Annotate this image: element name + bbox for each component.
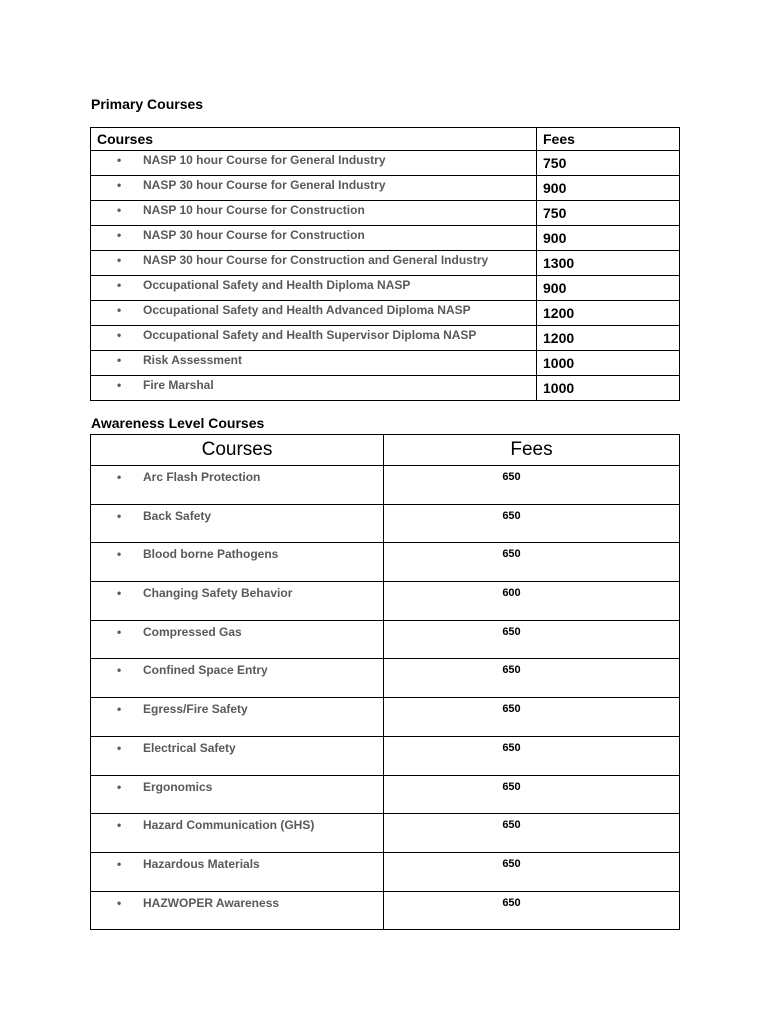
course-name: HAZWOPER Awareness xyxy=(143,895,280,910)
course-name: Risk Assessment xyxy=(143,353,242,367)
course-name-cell xyxy=(91,659,384,698)
table-row xyxy=(91,201,680,226)
course-name: Egress/Fire Safety xyxy=(143,702,248,717)
course-name: Changing Safety Behavior xyxy=(143,586,293,601)
course-name: NASP 10 hour Course for General Industry xyxy=(143,153,386,167)
bullet-icon: • xyxy=(117,328,122,342)
course-fee: 1000 xyxy=(537,351,680,376)
fees-column-header: Fees xyxy=(537,128,680,151)
course-name-cell xyxy=(91,698,384,737)
bullet-icon: • xyxy=(117,178,122,192)
awareness-courses-title: Awareness Level Courses xyxy=(91,415,265,431)
course-name-cell xyxy=(91,301,537,326)
course-name-cell xyxy=(91,326,537,351)
course-name-cell xyxy=(91,736,384,775)
bullet-icon: • xyxy=(117,278,122,292)
course-name: Ergonomics xyxy=(143,779,213,794)
table-row xyxy=(91,775,680,814)
course-name: Electrical Safety xyxy=(143,740,236,755)
bullet-icon: • xyxy=(117,153,122,167)
table-header-row xyxy=(91,435,680,466)
course-name-cell xyxy=(91,151,537,176)
course-name: Occupational Safety and Health Advanced Diploma NASP xyxy=(143,303,471,317)
course-name-cell xyxy=(91,504,384,543)
course-fee: 1300 xyxy=(537,251,680,276)
course-name: Back Safety xyxy=(143,508,212,523)
course-fee: 650 xyxy=(384,891,680,930)
course-name-cell xyxy=(91,226,537,251)
table-row xyxy=(91,351,680,376)
course-fee: 900 xyxy=(537,176,680,201)
table-row xyxy=(91,326,680,351)
bullet-icon: • xyxy=(117,818,122,833)
course-name: Compressed Gas xyxy=(143,624,242,639)
table-row xyxy=(91,659,680,698)
table-row xyxy=(91,814,680,853)
courses-column-header: Courses xyxy=(91,128,537,151)
course-fee: 900 xyxy=(537,276,680,301)
bullet-icon: • xyxy=(117,856,122,871)
course-name-cell xyxy=(91,620,384,659)
bullet-icon: • xyxy=(117,228,122,242)
table-row xyxy=(91,698,680,737)
course-fee: 650 xyxy=(384,736,680,775)
table-header-row xyxy=(91,128,680,151)
course-name: Arc Flash Protection xyxy=(143,470,261,484)
primary-courses-title: Primary Courses xyxy=(91,96,204,112)
bullet-icon: • xyxy=(117,508,122,523)
table-row xyxy=(91,620,680,659)
fees-column-header: Fees xyxy=(384,435,680,466)
course-fee: 750 xyxy=(537,201,680,226)
primary-courses-table xyxy=(90,127,680,401)
course-fee: 900 xyxy=(537,226,680,251)
course-name-cell xyxy=(91,814,384,853)
bullet-icon: • xyxy=(117,203,122,217)
bullet-icon: • xyxy=(117,253,122,267)
course-fee: 1200 xyxy=(537,326,680,351)
bullet-icon: • xyxy=(117,470,122,484)
table-row xyxy=(91,301,680,326)
course-fee: 1000 xyxy=(537,376,680,401)
table-row xyxy=(91,891,680,930)
bullet-icon: • xyxy=(117,378,122,392)
course-name: Confined Space Entry xyxy=(143,663,268,678)
bullet-icon: • xyxy=(117,740,122,755)
course-name: NASP 30 hour Course for Construction xyxy=(143,228,365,242)
course-fee: 1200 xyxy=(537,301,680,326)
course-fee: 600 xyxy=(384,582,680,621)
course-name: Hazardous Materials xyxy=(143,856,260,871)
table-row xyxy=(91,376,680,401)
course-name-cell xyxy=(91,466,384,505)
bullet-icon: • xyxy=(117,303,122,317)
bullet-icon: • xyxy=(117,586,122,601)
course-fee: 650 xyxy=(384,659,680,698)
table-row xyxy=(91,176,680,201)
course-fee: 650 xyxy=(384,466,680,505)
course-name-cell xyxy=(91,852,384,891)
course-name: Occupational Safety and Health Supervisor Diploma NASP xyxy=(143,328,477,342)
table-row xyxy=(91,736,680,775)
course-name-cell xyxy=(91,376,537,401)
course-name: NASP 10 hour Course for Construction xyxy=(143,203,365,217)
table-row xyxy=(91,226,680,251)
course-fee: 650 xyxy=(384,814,680,853)
course-fee: 650 xyxy=(384,504,680,543)
bullet-icon: • xyxy=(117,547,122,562)
table-row xyxy=(91,151,680,176)
course-name: NASP 30 hour Course for General Industry xyxy=(143,178,386,192)
table-row xyxy=(91,466,680,505)
awareness-courses-table xyxy=(90,434,680,930)
bullet-icon: • xyxy=(117,624,122,639)
course-name: Fire Marshal xyxy=(143,378,214,392)
bullet-icon: • xyxy=(117,779,122,794)
course-name-cell xyxy=(91,543,384,582)
course-name-cell xyxy=(91,251,537,276)
table-row xyxy=(91,504,680,543)
courses-column-header: Courses xyxy=(91,435,384,466)
course-name: Blood borne Pathogens xyxy=(143,547,279,562)
course-name: NASP 30 hour Course for Construction and General Industry xyxy=(143,253,489,267)
course-fee: 650 xyxy=(384,698,680,737)
course-fee: 650 xyxy=(384,852,680,891)
bullet-icon: • xyxy=(117,353,122,367)
course-name-cell xyxy=(91,351,537,376)
course-fee: 650 xyxy=(384,543,680,582)
course-fee: 750 xyxy=(537,151,680,176)
table-row xyxy=(91,276,680,301)
course-name-cell xyxy=(91,582,384,621)
course-name-cell xyxy=(91,276,537,301)
course-name-cell xyxy=(91,891,384,930)
table-row xyxy=(91,251,680,276)
course-name: Hazard Communication (GHS) xyxy=(143,818,315,833)
table-row xyxy=(91,543,680,582)
bullet-icon: • xyxy=(117,895,122,910)
course-fee: 650 xyxy=(384,620,680,659)
course-name-cell xyxy=(91,775,384,814)
course-name: Occupational Safety and Health Diploma NASP xyxy=(143,278,411,292)
course-fee: 650 xyxy=(384,775,680,814)
table-row xyxy=(91,852,680,891)
bullet-icon: • xyxy=(117,702,122,717)
table-row xyxy=(91,582,680,621)
course-name-cell xyxy=(91,176,537,201)
bullet-icon: • xyxy=(117,663,122,678)
course-name-cell xyxy=(91,201,537,226)
